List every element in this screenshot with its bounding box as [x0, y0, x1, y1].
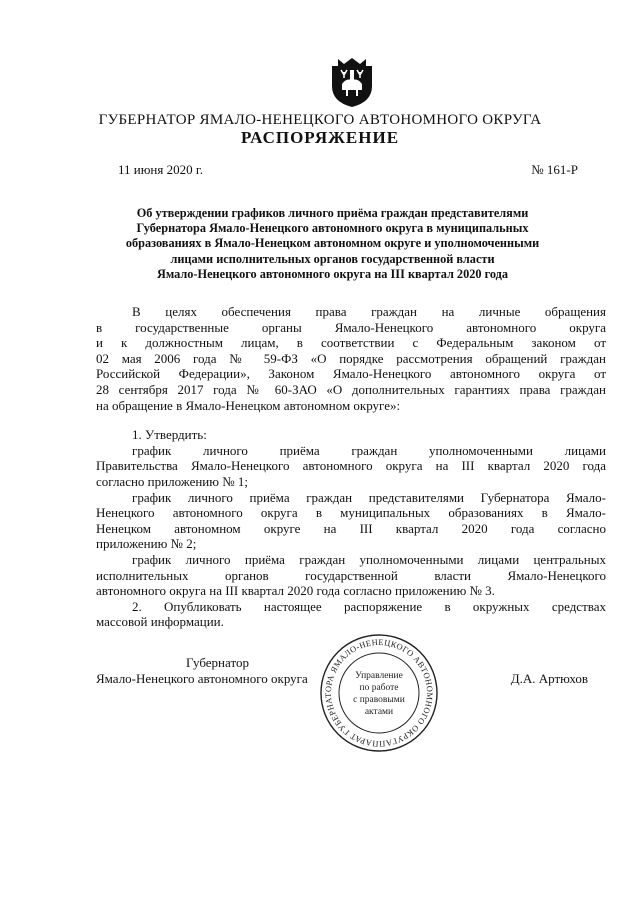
schedule3-line: автономного округа на III квартал 2020 года согласно приложению № 3. [96, 583, 495, 599]
stamp-line: Управление [355, 671, 403, 681]
preamble-line: и к должностным лицам, в соответствии с Федеральным законом от [96, 335, 606, 351]
item1-title: 1. Утвердить: [132, 427, 207, 443]
svg-text:АППАРАТ ГУБЕРНАТОРА ЯМАЛО-НЕНЕ [318, 632, 440, 754]
heading-line: лицами исполнительных органов государственной власти [170, 251, 495, 266]
heading-line: Губернатора Ямало-Ненецкого автономного округа в муниципальных [136, 221, 529, 236]
preamble-line: Российской Федерации», Законом Ямало-Ненецкого автономного округа от [96, 366, 606, 382]
heading-line: Ямало-Ненецкого автономного округа на III квартал 2020 года [156, 266, 509, 281]
schedule1-line: согласно приложению № 1; [96, 473, 248, 489]
signature-title: Губернатор [186, 655, 249, 670]
schedule2-line: приложению № 2; [96, 536, 197, 552]
schedule1-line: Правительства Ямало-Ненецкого автономного округа на III квартал 2020 года [96, 458, 606, 474]
signature-block [96, 655, 308, 686]
stamp-line: по работе [359, 683, 399, 693]
preamble-line: на обращение в Ямало-Ненецком автономном округе»: [96, 397, 401, 413]
item2-line: массовой информации. [96, 614, 224, 630]
schedule2-line: график личного приёма граждан представителями Губернатора Ямало- [132, 489, 606, 505]
document-body [96, 304, 606, 630]
seal-stamp [318, 632, 440, 754]
stamp-line: актами [364, 707, 394, 717]
stamp-ring-text: АППАРАТ ГУБЕРНАТОРА ЯМАЛО-НЕНЕЦКОГО АВТОНОМНОГО ОКРУГА [323, 637, 435, 749]
yamal-coat-of-arms-icon [330, 56, 374, 108]
signature-name: Д.А. Артюхов [510, 671, 588, 686]
heading-line: образованиях в Ямало-Ненецком автономном округе и уполномоченными [125, 236, 540, 251]
preamble-line: 28 сентября 2017 года № 60-ЗАО «О дополнительных гарантиях права граждан [96, 381, 606, 397]
schedule2-line: Ненецкого автономного округа в муниципальных образованиях в Ямало- [96, 505, 606, 521]
preamble-line: в государственные органы Ямало-Ненецкого автономного округа [96, 319, 606, 335]
document-heading [80, 206, 585, 282]
signature-region: Ямало-Ненецкого автономного округа [96, 670, 308, 686]
heading-line: Об утверждении графиков личного приёма граждан представителями [136, 206, 529, 220]
schedule2-line: Ненецком автономном округе на III квартал 2020 года согласно [96, 520, 606, 536]
schedule3-line: исполнительных органов государственной власти Ямало-Ненецкого [96, 567, 606, 583]
item2-line: 2. Опубликовать настоящее распоряжение в окружных средствах [132, 598, 606, 614]
schedule1-line: график личного приёма граждан уполномоченными лицами [132, 442, 606, 458]
preamble-line: В целях обеспечения права граждан на личные обращения [132, 304, 606, 319]
schedule3-line: график личного приёма граждан уполномоченными лицами центральных [132, 551, 606, 567]
document-date: 11 июня 2020 г. [118, 162, 203, 177]
document-type: РАСПОРЯЖЕНИЕ [240, 128, 400, 147]
governor-title: ГУБЕРНАТОР ЯМАЛО-НЕНЕЦКОГО АВТОНОМНОГО ОКРУГА [98, 112, 542, 128]
document-number: № 161-Р [531, 162, 578, 177]
preamble-line: 02 мая 2006 года № 59-ФЗ «О порядке рассмотрения обращений граждан [96, 350, 606, 366]
stamp-line: с правовыми [353, 695, 405, 705]
